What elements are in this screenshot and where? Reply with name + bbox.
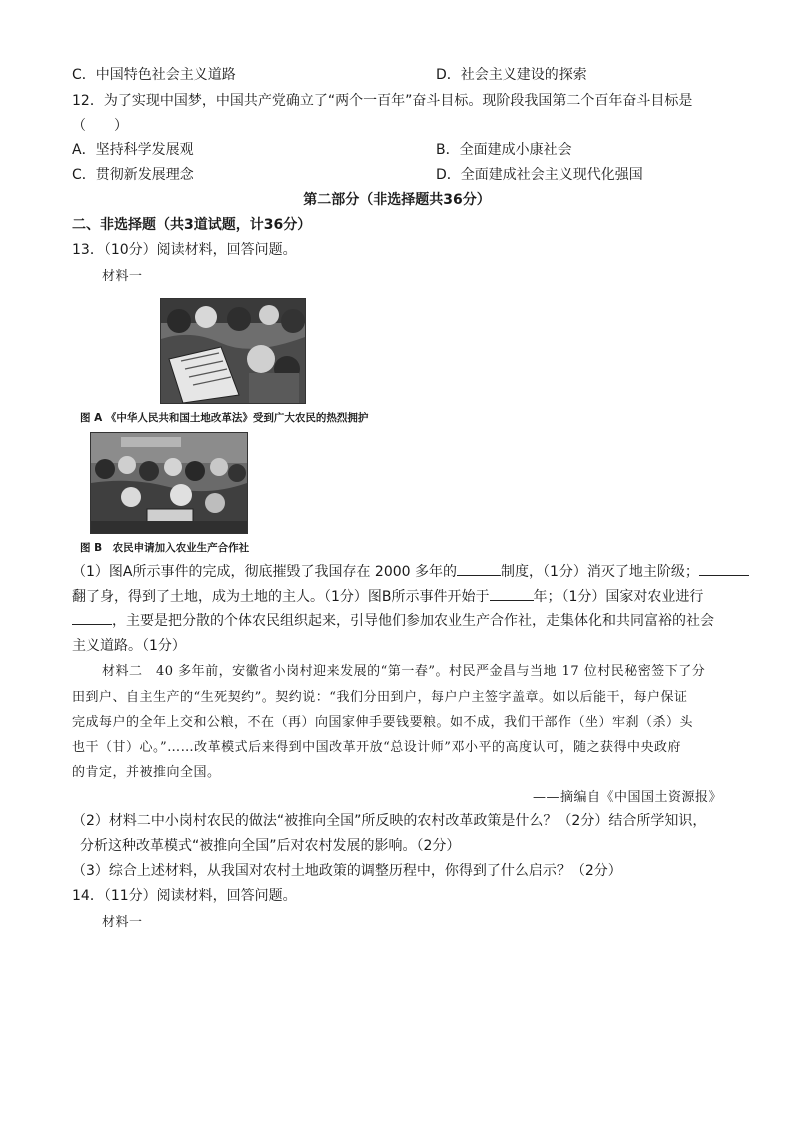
q13-sub1-line3 bbox=[72, 610, 714, 630]
q13-sub1-line2 bbox=[72, 586, 703, 606]
q13-sub1-text-b: 制度，（1分）消灭了地主阶级； bbox=[501, 564, 699, 580]
q12-option-d: D．全面建成社会主义现代化强国 bbox=[436, 167, 643, 183]
q12-option-b: B．全面建成小康社会 bbox=[436, 142, 572, 158]
q13-sub2-line1: （2）材料二中小岗村农民的做法“被推向全国”所反映的农村改革政策是什么？（2分）结合所学知识， bbox=[72, 813, 707, 829]
q13-sub1-text-d: 年；（1分）国家对农业进行 bbox=[533, 589, 704, 605]
material2-line1: 材料二 40 多年前，安徽省小岗村迎来发展的“第一春”。村民严金昌与当地 17 位村民秘密签下了分 bbox=[102, 664, 706, 679]
q11-option-c: C．中国特色社会主义道路 bbox=[72, 67, 236, 83]
q13-sub1-text-e: ，主要是把分散的个体农民组织起来，引导他们参加农业生产合作社，走集体化和共同富裕的社会 bbox=[112, 613, 714, 629]
q12-option-a: A．坚持科学发展观 bbox=[72, 142, 194, 158]
q12-answer-paren: （ ） bbox=[72, 118, 128, 134]
answer-blank-2[interactable] bbox=[699, 574, 749, 576]
q14-stem: 14．（11分）阅读材料，回答问题。 bbox=[72, 888, 297, 904]
q13-sub1-text-a: （1）图A所示事件的完成，彻底摧毁了我国存在 2000 多年的 bbox=[72, 564, 458, 580]
caption-figure-b: 图 B 农民申请加入农业生产合作社 bbox=[80, 542, 250, 554]
q13-material1-label: 材料一 bbox=[102, 269, 143, 284]
q13-sub1-line1 bbox=[72, 561, 749, 581]
answer-blank-4[interactable] bbox=[72, 623, 112, 625]
material2-line4: 也干（甘）心。”……改革模式后来得到中国改革开放“总设计师”邓小平的高度认可，随之获得中央政府 bbox=[72, 740, 681, 755]
section-heading: 二、非选择题（共3道试题，计36分） bbox=[72, 217, 312, 233]
q12-stem: 12．为了实现中国梦，中国共产党确立了“两个一百年”奋斗目标。现阶段我国第二个百年奋斗目标是 bbox=[72, 93, 693, 109]
material2-line2: 田到户、自主生产的“生死契约”。契约说：“我们分田到户，每户户主签字盖章。如以后能干，每户保证 bbox=[72, 690, 688, 705]
material2-line3: 完成每户的全年上交和公粮，不在（再）向国家伸手要钱要粮。如不成，我们干部作（坐）牢刹（杀）头 bbox=[72, 715, 694, 730]
answer-blank-1[interactable] bbox=[457, 574, 501, 576]
photo-land-reform-law bbox=[160, 298, 306, 404]
caption-figure-a: 图 A 《中华人民共和国土地改革法》受到广大农民的热烈拥护 bbox=[80, 412, 369, 424]
material2-source: ——摘编自《中国国土资源报》 bbox=[532, 790, 722, 805]
q11-option-d: D．社会主义建设的探索 bbox=[436, 67, 587, 83]
q14-material1-label: 材料一 bbox=[102, 915, 143, 930]
q12-option-c: C．贯彻新发展理念 bbox=[72, 167, 194, 183]
q13-sub1-line4: 主义道路。（1分） bbox=[72, 638, 186, 654]
photo-cooperative-application bbox=[90, 432, 248, 534]
q13-sub3: （3）综合上述材料，从我国对农村土地政策的调整历程中，你得到了什么启示？（2分） bbox=[72, 863, 622, 879]
q13-sub1-text-c: 翻了身，得到了土地，成为土地的主人。（1分）图B所示事件开始于 bbox=[72, 589, 490, 605]
material2-line5: 的肯定，并被推向全国。 bbox=[72, 765, 221, 780]
answer-blank-3[interactable] bbox=[490, 599, 534, 601]
part2-title: 第二部分（非选择题共36分） bbox=[303, 192, 491, 208]
q13-stem: 13．（10分）阅读材料，回答问题。 bbox=[72, 242, 297, 258]
q13-sub2-line2: 分析这种改革模式“被推向全国”后对农村发展的影响。（2分） bbox=[80, 838, 461, 854]
